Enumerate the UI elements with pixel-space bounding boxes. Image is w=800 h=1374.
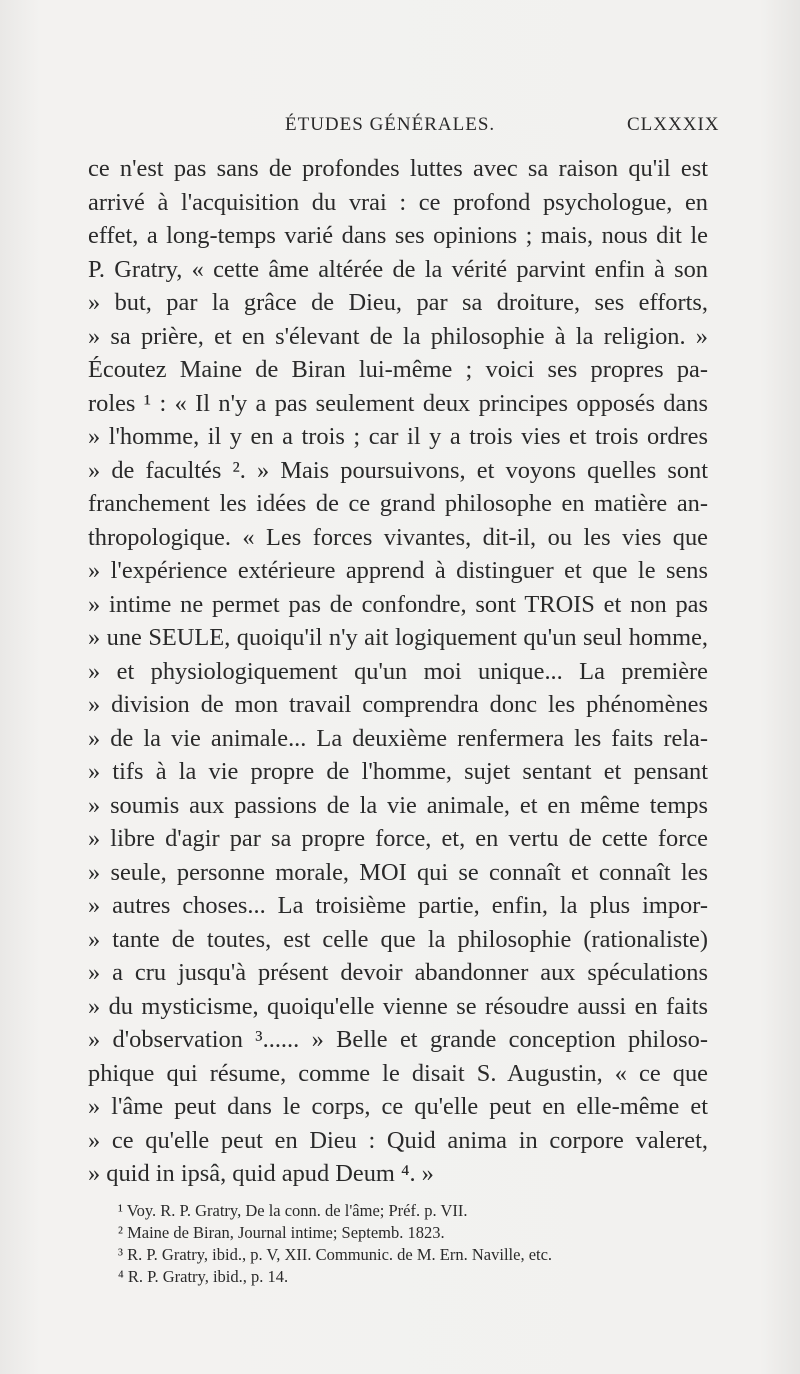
text-line: » libre d'agir par sa propre force, et, en vertu de cette force xyxy=(88,825,708,852)
text-line: ce n'est pas sans de profondes luttes avec sa raison qu'il est xyxy=(88,155,708,182)
footnote: ¹ Voy. R. P. Gratry, De la conn. de l'âme; Préf. p. VII. xyxy=(118,1201,468,1220)
text-line: franchement les idées de ce grand philosophe en matière an- xyxy=(88,490,708,517)
text-line: » a cru jusqu'à présent devoir abandonner aux spéculations xyxy=(88,959,708,986)
text-line: » l'expérience extérieure apprend à distinguer et que le sens xyxy=(88,557,708,584)
text-line: » de facultés ². » Mais poursuivons, et voyons quelles sont xyxy=(88,456,708,484)
text-line: » but, par la grâce de Dieu, par sa droiture, ses efforts, xyxy=(88,289,708,316)
text-line: » seule, personne morale, MOI qui se connaît et connaît les xyxy=(88,858,708,886)
text-line: P. Gratry, « cette âme altérée de la vérité parvint enfin à son xyxy=(88,255,708,283)
page-number: CLXXXIX xyxy=(627,114,720,135)
body-text xyxy=(88,152,708,1191)
text-line: » tante de toutes, est celle que la philosophie (rationaliste) xyxy=(88,925,708,953)
text-line: » ce qu'elle peut en Dieu : Quid anima in corpore valeret, xyxy=(88,1126,708,1154)
text-line: thropologique. « Les forces vivantes, dit-il, ou les vies que xyxy=(88,523,708,551)
text-line: » quid in ipsâ, quid apud Deum ⁴. » xyxy=(88,1160,434,1187)
text-line: arrivé à l'acquisition du vrai : ce profond psychologue, en xyxy=(88,188,708,216)
text-line: » sa prière, et en s'élevant de la philosophie à la religion. » xyxy=(88,322,708,350)
text-line: » division de mon travail comprendra donc les phénomènes xyxy=(88,691,708,718)
text-line: » du mysticisme, quoiqu'elle vienne se résoudre aussi en faits xyxy=(88,992,708,1020)
text-line: » une SEULE, quoiqu'il n'y ait logiquement qu'un seul homme, xyxy=(88,624,708,651)
footnote: ³ R. P. Gratry, ibid., p. V, XII. Communic. de M. Ern. Naville, etc. xyxy=(118,1245,553,1264)
text-line: » l'homme, il y en a trois ; car il y a trois vies et trois ordres xyxy=(88,423,708,450)
footnote: ² Maine de Biran, Journal intime; Septemb. 1823. xyxy=(118,1223,445,1242)
text-line: » l'âme peut dans le corps, ce qu'elle peut en elle-même et xyxy=(88,1093,708,1120)
text-line: Écoutez Maine de Biran lui-même ; voici ses propres pa- xyxy=(88,356,708,383)
text-line: » de la vie animale... La deuxième renfermera les faits rela- xyxy=(88,724,708,752)
text-line: phique qui résume, comme le disait S. Augustin, « ce que xyxy=(88,1059,708,1087)
page-header xyxy=(0,114,800,144)
text-line: roles ¹ : « Il n'y a pas seulement deux principes opposés dans xyxy=(88,389,708,417)
text-line: » autres choses... La troisième partie, enfin, la plus impor- xyxy=(88,892,708,919)
text-line: effet, a long-temps varié dans ses opinions ; mais, nous dit le xyxy=(88,222,708,249)
footnote: ⁴ R. P. Gratry, ibid., p. 14. xyxy=(118,1267,289,1286)
text-line: » soumis aux passions de la vie animale, et en même temps xyxy=(88,791,708,819)
text-line: » et physiologiquement qu'un moi unique... La première xyxy=(88,657,708,685)
footnotes xyxy=(118,1200,718,1288)
text-line: » intime ne permet pas de confondre, sont TROIS et non pas xyxy=(88,590,708,618)
text-line: » tifs à la vie propre de l'homme, sujet sentant et pensant xyxy=(88,758,708,785)
running-title: ÉTUDES GÉNÉRALES. xyxy=(285,114,496,135)
text-line: » d'observation ³...... » Belle et grande conception philoso- xyxy=(88,1026,708,1053)
